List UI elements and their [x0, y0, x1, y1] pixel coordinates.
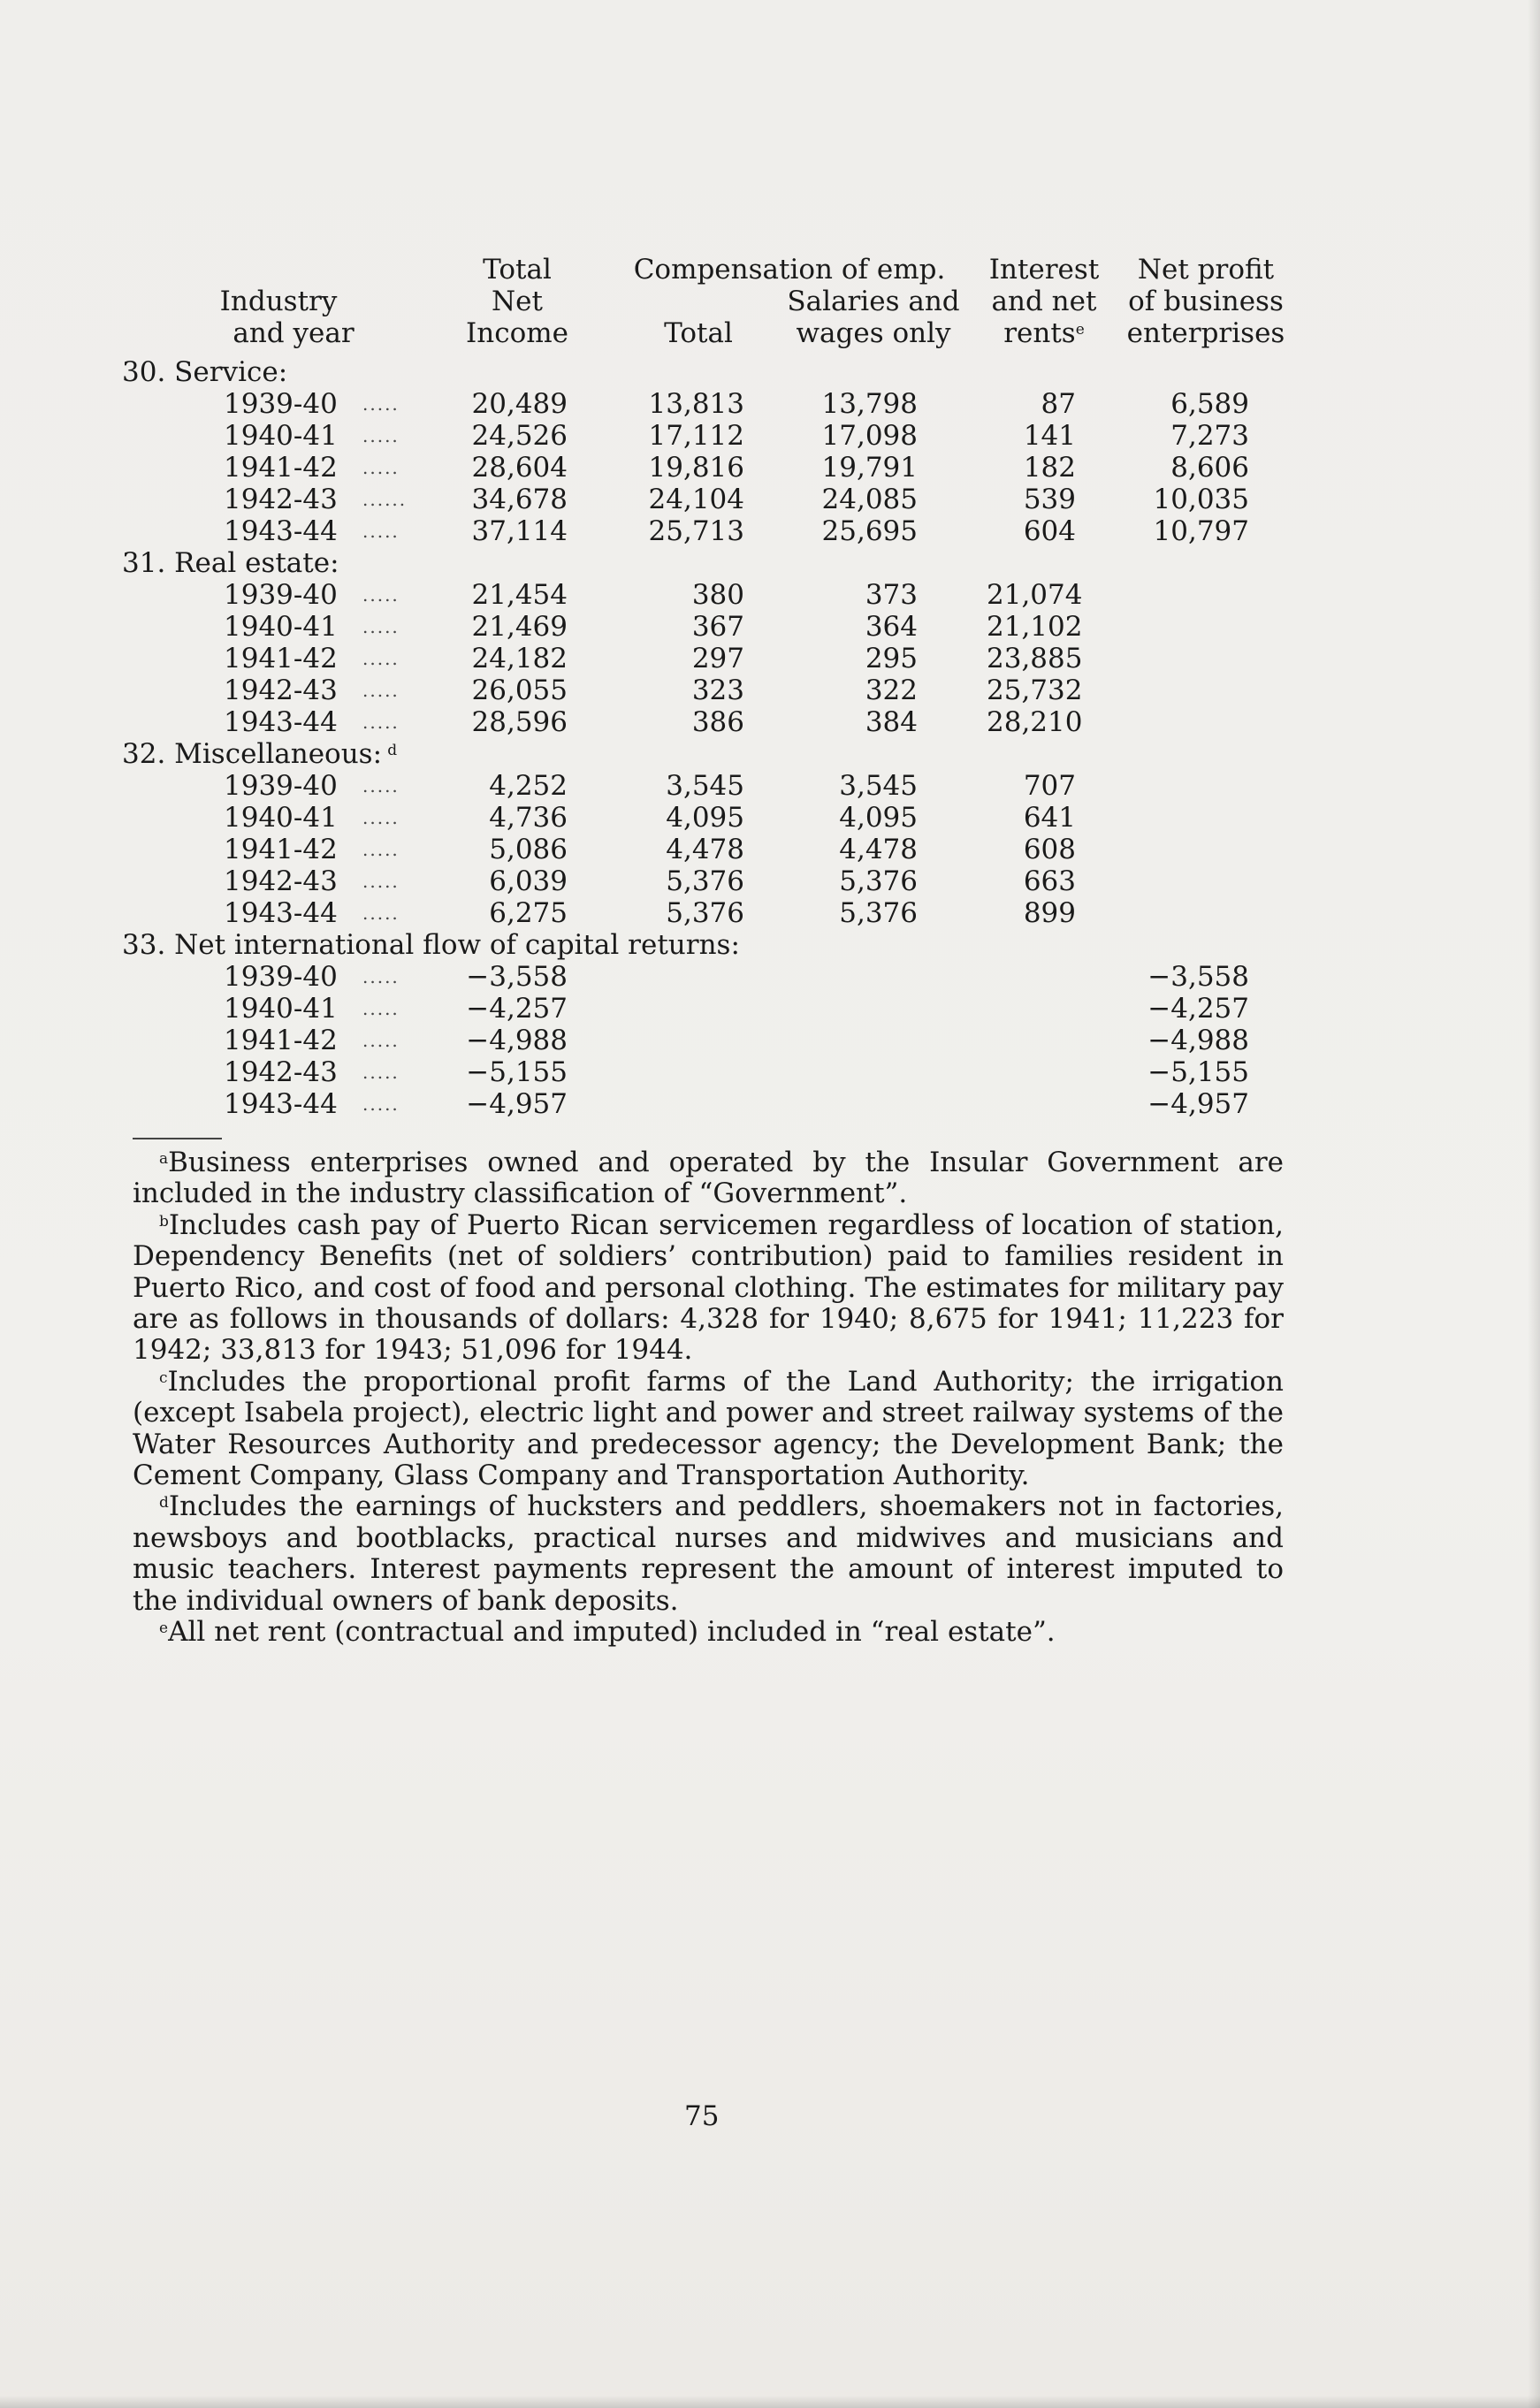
year-cell: 1943-44: [224, 706, 338, 738]
table-row: [0, 865, 1540, 897]
leader-dots: .....: [362, 457, 400, 478]
leader-dots: .....: [362, 425, 400, 446]
section-title: [122, 738, 397, 770]
salaries-cell: 17,098: [821, 420, 918, 452]
table-row: [0, 1025, 1540, 1056]
footnote-mark: d: [159, 1494, 169, 1513]
table-row: [0, 802, 1540, 834]
comp-total-cell: 380: [691, 579, 744, 611]
table-row: [0, 643, 1540, 674]
leader-dots: .....: [362, 1094, 400, 1115]
year-cell: 1941-42: [224, 1025, 338, 1056]
table-row: [0, 961, 1540, 993]
comp-total-cell: 5,376: [666, 897, 744, 929]
net-income-cell: 21,454: [471, 579, 568, 611]
year-cell: 1941-42: [224, 643, 338, 674]
header-profit-line3: enterprises: [1126, 317, 1285, 349]
header-salaries-line2: wages only: [796, 317, 951, 349]
year-cell: 1939-40: [224, 961, 338, 993]
net-income-cell: 4,252: [489, 770, 568, 802]
page-number: 75: [684, 2100, 720, 2132]
net-income-cell: 34,678: [471, 484, 568, 515]
table-row: [0, 388, 1540, 420]
comp-total-cell: 4,095: [666, 802, 744, 834]
table-row: [0, 1088, 1540, 1120]
header-industry-line2: and year: [233, 317, 355, 349]
salaries-cell: 5,376: [839, 865, 918, 897]
profit-cell: −5,155: [1147, 1056, 1249, 1088]
salaries-cell: 295: [865, 643, 918, 674]
header-interest-text: rents: [1003, 317, 1076, 349]
header-compensation-group: Compensation of emp.: [633, 254, 946, 286]
comp-total-cell: 297: [691, 643, 744, 674]
header-comp-total: Total: [664, 317, 733, 349]
interest-cell: 87: [1041, 388, 1076, 420]
section-row: [0, 738, 1540, 770]
section-title: [122, 356, 287, 388]
leader-dots: .....: [362, 871, 400, 892]
header-interest-line2: and net: [991, 286, 1097, 317]
table-row: [0, 706, 1540, 738]
comp-total-cell: 13,813: [648, 388, 744, 420]
comp-total-cell: 5,376: [666, 865, 744, 897]
table-row: [0, 674, 1540, 706]
salaries-cell: 373: [865, 579, 918, 611]
net-income-cell: −4,257: [466, 993, 568, 1025]
table-row: [0, 897, 1540, 929]
leader-dots: .....: [362, 775, 400, 796]
leader-dots: .....: [362, 648, 400, 669]
profit-cell: −3,558: [1147, 961, 1249, 993]
section-title-text: 33. Net international flow of capital returns:: [122, 929, 740, 961]
interest-cell: 141: [1023, 420, 1076, 452]
salaries-cell: 3,545: [839, 770, 918, 802]
interest-cell: 707: [1023, 770, 1076, 802]
section-row: [0, 547, 1540, 579]
profit-cell: 10,035: [1153, 484, 1249, 515]
profit-cell: 6,589: [1170, 388, 1249, 420]
net-income-cell: 37,114: [471, 515, 568, 547]
net-income-cell: 28,596: [471, 706, 568, 738]
footnote-text: All net rent (contractual and imputed) included in “real estate”.: [168, 1616, 1056, 1649]
footnote-text: Business enterprises owned and operated by the Insular Government are included in the industry classification of “Government”.: [133, 1147, 1284, 1210]
leader-dots: .....: [362, 998, 400, 1019]
year-cell: 1943-44: [224, 1088, 338, 1120]
comp-total-cell: 19,816: [648, 452, 744, 484]
net-income-cell: 5,086: [489, 834, 568, 865]
footnote-d: [133, 1491, 1284, 1617]
net-income-cell: −4,957: [466, 1088, 568, 1120]
interest-cell: 663: [1023, 865, 1076, 897]
footnote-b: [133, 1210, 1284, 1367]
table-row: [0, 611, 1540, 643]
net-income-cell: 20,489: [471, 388, 568, 420]
footnote-mark: a: [159, 1150, 169, 1168]
section-title-text: 31. Real estate:: [122, 547, 339, 579]
interest-cell: 25,732: [987, 674, 1083, 706]
section-title-text: 30. Service:: [122, 356, 288, 388]
header-net-income-line3: Income: [466, 317, 568, 349]
section-title: [122, 547, 339, 579]
interest-cell: 23,885: [987, 643, 1083, 674]
year-cell: 1940-41: [224, 611, 338, 643]
net-income-cell: 28,604: [471, 452, 568, 484]
header-net-income-line2: Net: [492, 286, 543, 317]
table-row: [0, 1056, 1540, 1088]
net-income-cell: 6,039: [489, 865, 568, 897]
salaries-cell: 364: [865, 611, 918, 643]
profit-cell: −4,957: [1147, 1088, 1249, 1120]
comp-total-cell: 323: [691, 674, 744, 706]
year-cell: 1939-40: [224, 388, 338, 420]
leader-dots: .....: [362, 1030, 400, 1051]
comp-total-cell: 367: [691, 611, 744, 643]
footnote-text: Includes the proportional profit farms of the Land Authority; the irrigation (except Isabela project), electric light and power and street railway systems of the Water Resources Authority and predecessor agency; the Development Bank; the Cement Company, Glass Company and Transportation Authority.: [133, 1365, 1284, 1492]
interest-cell: 608: [1023, 834, 1076, 865]
footnote-mark: e: [159, 1619, 169, 1638]
salaries-cell: 24,085: [821, 484, 918, 515]
leader-dots: .....: [362, 616, 400, 637]
net-income-cell: 26,055: [471, 674, 568, 706]
salaries-cell: 4,095: [839, 802, 918, 834]
header-industry-line1: Industry: [219, 286, 338, 317]
year-cell: 1940-41: [224, 993, 338, 1025]
comp-total-cell: 24,104: [648, 484, 744, 515]
year-cell: 1942-43: [224, 865, 338, 897]
profit-cell: −4,257: [1147, 993, 1249, 1025]
profit-cell: 7,273: [1170, 420, 1249, 452]
net-income-cell: −4,988: [466, 1025, 568, 1056]
year-cell: 1941-42: [224, 452, 338, 484]
table-row: [0, 420, 1540, 452]
interest-cell: 28,210: [987, 706, 1083, 738]
leader-dots: .....: [362, 966, 400, 987]
section-title-text: 32. Miscellaneous:: [122, 738, 383, 770]
table-row: [0, 834, 1540, 865]
header-interest-line3: [1003, 317, 1085, 349]
net-income-cell: −3,558: [466, 961, 568, 993]
comp-total-cell: 3,545: [666, 770, 744, 802]
footnote-text: Includes cash pay of Puerto Rican servicemen regardless of location of station, Dependency Benefits (net of soldiers’ contribution) paid to families resident in Puerto Rico, and cost of food and personal clothing. The estimates for military pay are as follows in thousands of dollars: 4,328 for 1940; 8,675 for 1941; 11,223 for 1942; 33,813 for 1943; 51,096 for 1944.: [133, 1208, 1284, 1367]
year-cell: 1940-41: [224, 802, 338, 834]
interest-cell: 899: [1023, 897, 1076, 929]
profit-cell: 8,606: [1170, 452, 1249, 484]
year-cell: 1939-40: [224, 770, 338, 802]
year-cell: 1943-44: [224, 515, 338, 547]
header-profit-line2: of business: [1128, 286, 1284, 317]
salaries-cell: 322: [865, 674, 918, 706]
footnote-text: Includes the earnings of hucksters and peddlers, shoemakers not in factories, newsboys and bootblacks, practical nurses and midwives and musicians and music teachers. Interest payments represent the amount of interest imputed to the individual owners of bank deposits.: [133, 1490, 1284, 1617]
section-row: [0, 929, 1540, 961]
interest-cell: 604: [1023, 515, 1076, 547]
table-row: [0, 484, 1540, 515]
year-cell: 1940-41: [224, 420, 338, 452]
salaries-cell: 384: [865, 706, 918, 738]
year-cell: 1939-40: [224, 579, 338, 611]
footnote-mark: b: [159, 1212, 169, 1231]
leader-dots: .....: [362, 807, 400, 828]
table-row: [0, 452, 1540, 484]
leader-dots: .....: [362, 1062, 400, 1083]
net-income-cell: −5,155: [466, 1056, 568, 1088]
comp-total-cell: 25,713: [648, 515, 744, 547]
header-salaries-line1: Salaries and: [787, 286, 960, 317]
salaries-cell: 4,478: [839, 834, 918, 865]
net-income-cell: 4,736: [489, 802, 568, 834]
comp-total-cell: 4,478: [666, 834, 744, 865]
salaries-cell: 13,798: [821, 388, 918, 420]
leader-dots: ......: [362, 489, 408, 510]
profit-cell: −4,988: [1147, 1025, 1249, 1056]
footnote-mark: c: [159, 1368, 168, 1387]
salaries-cell: 5,376: [839, 897, 918, 929]
section-title: [122, 929, 740, 961]
interest-cell: 21,074: [987, 579, 1083, 611]
table-row: [0, 770, 1540, 802]
table-row: [0, 993, 1540, 1025]
leader-dots: .....: [362, 393, 400, 415]
year-cell: 1943-44: [224, 897, 338, 929]
footnotes: [133, 1147, 1284, 1649]
interest-cell: 539: [1023, 484, 1076, 515]
section-footnote-mark: d: [387, 742, 398, 759]
year-cell: 1942-43: [224, 1056, 338, 1088]
footnote-c: [133, 1367, 1284, 1492]
footnote-e: [133, 1617, 1284, 1648]
comp-total-cell: 17,112: [648, 420, 744, 452]
interest-cell: 641: [1023, 802, 1076, 834]
footnote-rule: [133, 1138, 222, 1139]
leader-dots: .....: [362, 712, 400, 733]
year-cell: 1941-42: [224, 834, 338, 865]
profit-cell: 10,797: [1153, 515, 1249, 547]
interest-cell: 182: [1023, 452, 1076, 484]
salaries-cell: 25,695: [821, 515, 918, 547]
table-row: [0, 515, 1540, 547]
year-cell: 1942-43: [224, 674, 338, 706]
header-net-income-line1: Total: [483, 254, 552, 286]
interest-cell: 21,102: [987, 611, 1083, 643]
net-income-cell: 6,275: [489, 897, 568, 929]
table-body: [0, 356, 1540, 1120]
net-income-cell: 21,469: [471, 611, 568, 643]
net-income-cell: 24,182: [471, 643, 568, 674]
header-interest-line1: Interest: [988, 254, 1100, 286]
page-bottom-shadow: [0, 2396, 1540, 2408]
salaries-cell: 19,791: [821, 452, 918, 484]
leader-dots: .....: [362, 839, 400, 860]
section-row: [0, 356, 1540, 388]
leader-dots: .....: [362, 680, 400, 701]
leader-dots: .....: [362, 584, 400, 606]
year-cell: 1942-43: [224, 484, 338, 515]
comp-total-cell: 386: [691, 706, 744, 738]
header-profit-line1: Net profit: [1137, 254, 1275, 286]
leader-dots: .....: [362, 903, 400, 924]
leader-dots: .....: [362, 521, 400, 542]
table-row: [0, 579, 1540, 611]
header-interest-footnote-mark: e: [1075, 321, 1085, 339]
net-income-cell: 24,526: [471, 420, 568, 452]
footnote-a: [133, 1147, 1284, 1210]
